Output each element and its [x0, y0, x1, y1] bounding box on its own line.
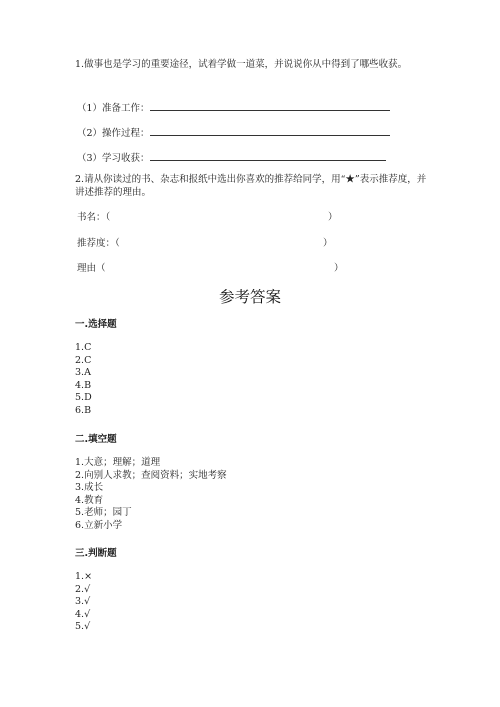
- rating-close-paren: ）: [323, 238, 333, 249]
- list-item: 4.√: [75, 608, 91, 620]
- question-2-row-book[interactable]: [77, 211, 377, 224]
- question-1-item-1-answer-line[interactable]: [150, 100, 390, 111]
- fill-blank-answer-list: [75, 457, 227, 533]
- list-item: 6.B: [75, 404, 92, 416]
- section-heading-true-false: 三.判断题: [75, 548, 117, 559]
- list-item: 4.教育: [75, 494, 104, 506]
- question-1-item-3-answer-line[interactable]: [150, 150, 386, 161]
- book-name-label: 书名：（: [77, 212, 111, 223]
- answers-title: 参考答案: [218, 288, 281, 306]
- list-item: 1.大意；理解；道理: [75, 457, 161, 468]
- list-item: 5.√: [75, 621, 91, 633]
- question-1-item-2: [77, 125, 390, 140]
- question-1-item-3: [77, 150, 386, 165]
- list-item: 5.老师；园丁: [75, 507, 132, 519]
- list-item: 1.C: [75, 342, 92, 353]
- question-2-row-reason[interactable]: [77, 262, 377, 275]
- list-item: 4.B: [75, 379, 92, 391]
- list-item: 3.√: [75, 596, 91, 608]
- rating-label: 推荐度：（: [77, 238, 120, 249]
- section-heading-choice: 一.选择题: [75, 319, 117, 330]
- question-1-item-1: [77, 100, 390, 115]
- list-item: 2.向别人求教；查阅资料；实地考察: [75, 469, 227, 481]
- question-1-item-3-label: （3）学习收获：: [77, 153, 150, 164]
- list-item: 2.C: [75, 354, 92, 366]
- list-item: 2.√: [75, 583, 91, 595]
- question-2-row-rating[interactable]: [77, 237, 377, 250]
- list-item: 3.成长: [75, 482, 104, 494]
- choice-answer-list: [75, 342, 92, 418]
- question-1-item-1-label: （1）准备工作：: [77, 103, 150, 114]
- section-heading-fill-blank: 二.填空题: [75, 434, 117, 445]
- list-item: 1.×: [75, 571, 93, 582]
- list-item: 5.D: [75, 392, 92, 404]
- question-1-item-2-answer-line[interactable]: [150, 125, 390, 136]
- question-1-text: 1.做事也是学习的重要途径，试着学做一道菜，并说说你从中得到了哪些收获。: [75, 59, 408, 70]
- question-1-item-2-label: （2）操作过程：: [77, 128, 150, 139]
- reason-label: 理由（: [77, 263, 106, 274]
- list-item: 6.立新小学: [75, 519, 123, 531]
- list-item: 3.A: [75, 367, 91, 379]
- book-name-close-paren: ）: [328, 212, 338, 223]
- question-2-text: 2.请从你读过的书、杂志和报纸中选出你喜欢的推荐给同学，用“★”表示推荐度，并讲述推荐的理由。: [75, 174, 427, 198]
- true-false-answer-list: [75, 571, 92, 634]
- reason-close-paren: ）: [334, 263, 344, 274]
